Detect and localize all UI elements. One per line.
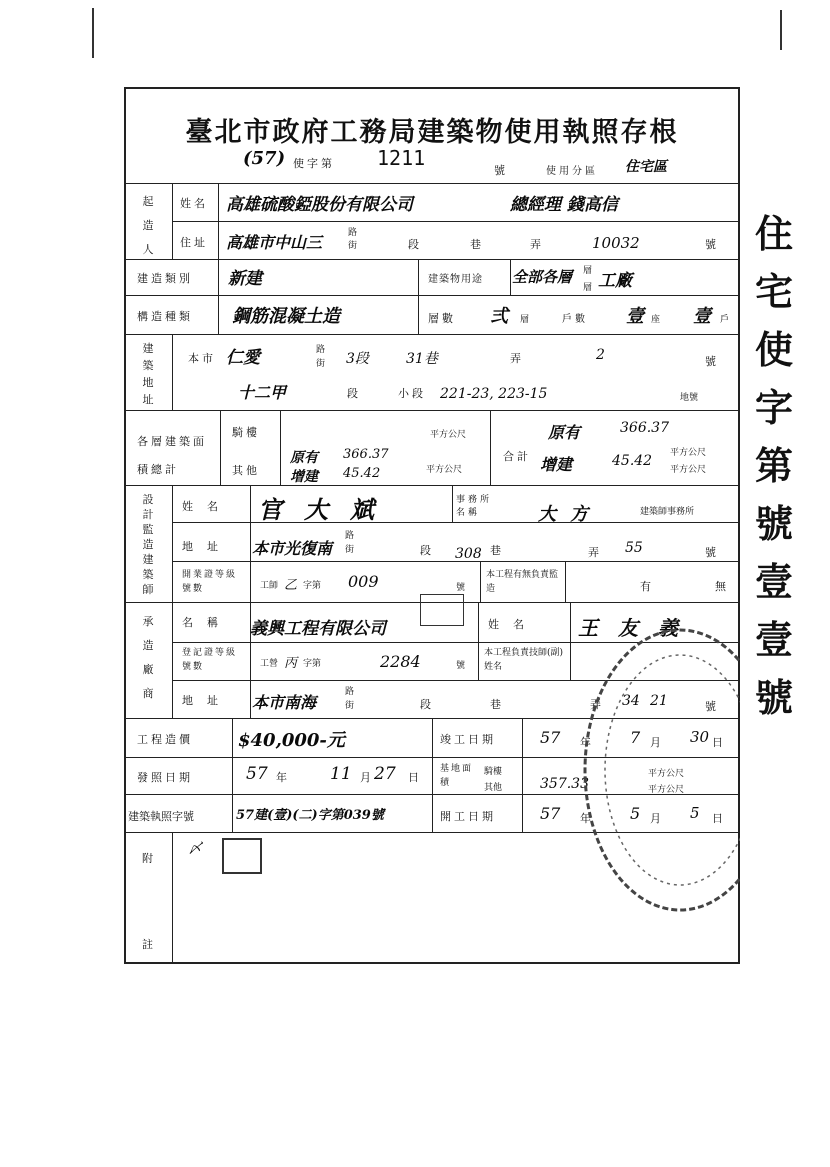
designer-name-label: 姓名: [182, 500, 232, 513]
designer-cert-number: 009: [348, 572, 379, 591]
start-label: 開工日期: [440, 810, 496, 823]
contractor-address-value: 本市南海: [252, 693, 317, 712]
notes-label-top: 附: [142, 852, 156, 865]
household-unit: 戶: [720, 315, 730, 325]
designer-lane-value: 308: [455, 546, 482, 562]
license-year: (57): [243, 148, 286, 169]
designer-office-label: 事務所名稱: [456, 495, 493, 518]
designer-cert-label: 開業證等級號數: [182, 570, 238, 594]
notes-label-bottom: 註: [142, 938, 156, 951]
applicant-address-label: 住址: [180, 236, 208, 249]
start-day: 5: [690, 804, 700, 822]
area-total-unit-2: 平方公尺: [670, 465, 707, 475]
site-city-prefix: 本市: [188, 352, 216, 365]
completion-month-word: 月: [650, 736, 664, 749]
base-other-value: 357.33: [540, 776, 589, 792]
completion-label: 竣工日期: [440, 733, 496, 746]
license-number: 1211: [377, 146, 426, 170]
zone-label: 使用分區: [546, 166, 598, 177]
issue-day-word: 日: [408, 771, 422, 784]
contractor-street-label: 街: [345, 701, 355, 711]
applicant-street-label: 街: [348, 241, 358, 251]
designer-number-word: 號: [705, 546, 719, 559]
margin-char: 宅: [755, 269, 794, 314]
building-use-value2: 工廠: [598, 271, 632, 291]
margin-char: 住: [755, 211, 794, 256]
applicant-number-word: 號: [705, 238, 719, 251]
contractor-reg-label: 登記證等級號數: [182, 648, 238, 672]
contractor-reg-grade: 丙: [284, 656, 298, 671]
building-use-value: 全部各層: [512, 268, 573, 286]
zone-value: 住宅區: [625, 159, 667, 175]
issue-month-word: 月: [360, 771, 374, 784]
issue-label: 發照日期: [137, 771, 193, 784]
area-original-label: 原有: [290, 450, 318, 466]
designer-supervision-word: 無: [715, 580, 729, 593]
completion-month: 7: [630, 728, 641, 747]
floors-value: 弍: [490, 306, 508, 327]
floors-label: 層數: [428, 312, 456, 325]
contractor-alley-value: 34: [622, 693, 640, 709]
designer-cert-grade: 乙: [284, 578, 298, 593]
area-added-label: 增建: [290, 469, 318, 485]
base-area-label: 基地面積: [440, 764, 474, 788]
designer-supervision-value: 有: [640, 580, 654, 593]
contractor-reg-suffix: 號: [456, 661, 466, 671]
designer-name-value: 官大斌: [258, 495, 396, 524]
contractor-name-value: 義興工程有限公司: [250, 619, 386, 639]
issue-year: 57: [246, 764, 268, 784]
designer-cert-text: 字第: [303, 581, 322, 591]
applicant-address-city: 高雄市中山三: [226, 233, 323, 252]
completion-year: 57: [540, 728, 561, 747]
contractor-person-label: 姓名: [488, 618, 538, 631]
site-district-section: 段: [347, 387, 361, 400]
contractor-number-word: 號: [705, 700, 719, 713]
contractor-address-label: 地址: [182, 694, 232, 707]
site-lane-value: 31巷: [406, 351, 438, 367]
use-floor-bottom: 層: [583, 283, 593, 293]
area-total-added-label: 增建: [540, 455, 573, 474]
start-day-word: 日: [712, 812, 726, 825]
start-month: 5: [630, 804, 641, 823]
permit-label: 建築執照字號: [128, 810, 194, 823]
cost-label: 工程造價: [137, 733, 193, 746]
designer-address-value: 本市光復南: [252, 539, 333, 558]
applicant-address-number: 10032: [592, 234, 640, 252]
margin-char: 壹: [755, 559, 794, 604]
designer-street-label: 街: [345, 545, 355, 555]
license-prefix: 使字第: [293, 157, 335, 170]
contractor-reg-text: 字第: [303, 659, 322, 669]
margin-char: 字: [755, 385, 794, 430]
area-total-label: 合計: [503, 450, 531, 463]
base-arcade-label: 騎樓: [484, 767, 503, 777]
cost-value: $40,000-元: [238, 730, 345, 751]
applicant-road-label: 路: [348, 228, 358, 238]
applicant-section-word: 段: [408, 238, 422, 251]
base-other-unit: 平方公尺: [648, 785, 685, 795]
scan-mark: [92, 8, 94, 58]
area-arcade-label: 騎樓: [232, 426, 260, 439]
contractor-engineer-label: 本工程負責技師(副)姓名: [484, 648, 564, 672]
contractor-name-label: 名稱: [182, 616, 232, 629]
completion-day-word: 日: [712, 736, 726, 749]
margin-char: 壹: [755, 617, 794, 662]
designer-number-value: 55: [625, 540, 643, 556]
site-alley-label: 弄: [510, 352, 524, 365]
structure-label: 構造種類: [137, 310, 193, 323]
applicant-manager-value: 總經理 錢高信: [510, 195, 618, 215]
site-street-label: 街: [316, 359, 326, 369]
site-subsection: 小段: [398, 387, 426, 400]
contractor-section-word: 段: [420, 698, 434, 711]
use-floor-top: 層: [583, 266, 593, 276]
site-number-value: 2: [596, 347, 605, 363]
site-lot-numbers: 221-23, 223-15: [440, 386, 548, 402]
seat-word: 座: [651, 315, 661, 325]
permit-value: 57建(壹)(二)字第039號: [236, 808, 384, 823]
area-arcade-unit: 平方公尺: [430, 430, 467, 440]
margin-column: [755, 205, 815, 727]
contractor-lane-word: 巷: [490, 698, 504, 711]
households-label: 戶數: [562, 314, 588, 325]
start-month-word: 月: [650, 812, 664, 825]
area-original-value: 366.37: [343, 447, 389, 462]
issue-day: 27: [374, 764, 396, 784]
applicant-alley-word: 弄: [530, 238, 544, 251]
site-section-value: 3段: [346, 351, 369, 367]
area-total-original-label: 原有: [548, 423, 581, 442]
households-value: 壹: [626, 306, 644, 327]
start-year: 57: [540, 804, 561, 823]
handwritten-mark: 〆: [188, 841, 202, 857]
area-other-unit: 平方公尺: [426, 465, 463, 475]
applicant-name-value: 高雄硫酸錏股份有限公司: [226, 195, 413, 215]
households-value2: 壹: [693, 306, 711, 327]
designer-supervision-label: 本工程有無負責監造: [486, 570, 559, 594]
designer-office-suffix: 建築師事務所: [640, 507, 695, 517]
contractor-road-label: 路: [345, 687, 355, 697]
issue-year-word: 年: [276, 771, 290, 784]
building-type-value: 新建: [228, 269, 262, 289]
completion-year-word: 年: [580, 736, 594, 749]
completion-day: 30: [690, 728, 710, 746]
designer-lane-word: 巷: [490, 544, 504, 557]
building-type-label: 建造類別: [137, 272, 193, 285]
designer-cert-suffix: 號: [456, 583, 466, 593]
area-other-label: 其他: [232, 464, 260, 477]
area-added-value: 45.42: [343, 466, 381, 481]
area-total-unit-1: 平方公尺: [670, 448, 707, 458]
contractor-alley-word: 弄: [590, 698, 604, 711]
margin-char: 第: [755, 443, 794, 488]
start-year-word: 年: [580, 812, 594, 825]
building-use-label: 建築物用途: [428, 274, 483, 285]
designer-address-label: 地址: [182, 540, 232, 553]
area-total-original-value: 366.37: [620, 420, 669, 436]
designer-office-value: 大方: [538, 504, 602, 525]
site-road-value: 仁愛: [226, 348, 260, 368]
site-number-label: 號: [705, 355, 719, 368]
structure-value: 鋼筋混凝土造: [232, 306, 340, 327]
contractor-reg-prefix: 工營: [260, 659, 279, 669]
contractor-section-label: 承造廠商: [142, 615, 154, 700]
site-district: 十二甲: [238, 383, 287, 402]
area-section-label: 各層建築面積總計: [137, 435, 207, 476]
issue-month: 11: [330, 764, 352, 784]
site-section-label: 建築地址: [142, 342, 154, 406]
site-road-label: 路: [316, 345, 326, 355]
contractor-reg-number: 2284: [380, 652, 421, 671]
scan-mark: [780, 10, 782, 50]
contractor-seal-stamp: [420, 594, 464, 626]
contractor-person-value: 王友義: [578, 616, 698, 640]
applicant-name-label: 姓名: [180, 197, 208, 210]
designer-section-word: 段: [420, 544, 434, 557]
margin-char: 號: [755, 675, 794, 720]
base-arcade-unit: 平方公尺: [648, 769, 685, 779]
floors-unit: 層: [520, 315, 530, 325]
base-other-label: 其他: [484, 783, 503, 793]
applicant-lane-word: 巷: [470, 238, 484, 251]
large-round-seal-stamp: [570, 620, 740, 920]
small-seal-stamp: [222, 838, 262, 874]
area-total-added-value: 45.42: [612, 453, 653, 469]
designer-section-label: 設計監造建築師: [142, 493, 154, 596]
margin-char: 使: [755, 327, 794, 372]
site-lot-label: 地號: [680, 393, 699, 403]
margin-char: 號: [755, 501, 794, 546]
form-title: 臺北市政府工務局建築物使用執照存根: [185, 117, 679, 148]
designer-road-label: 路: [345, 531, 355, 541]
designer-cert-prefix: 工師: [260, 581, 279, 591]
designer-alley-word: 弄: [588, 546, 602, 559]
number-suffix: 號: [494, 164, 508, 177]
applicant-section-label: 起造人: [142, 195, 154, 256]
contractor-number-value: 21: [650, 693, 668, 709]
